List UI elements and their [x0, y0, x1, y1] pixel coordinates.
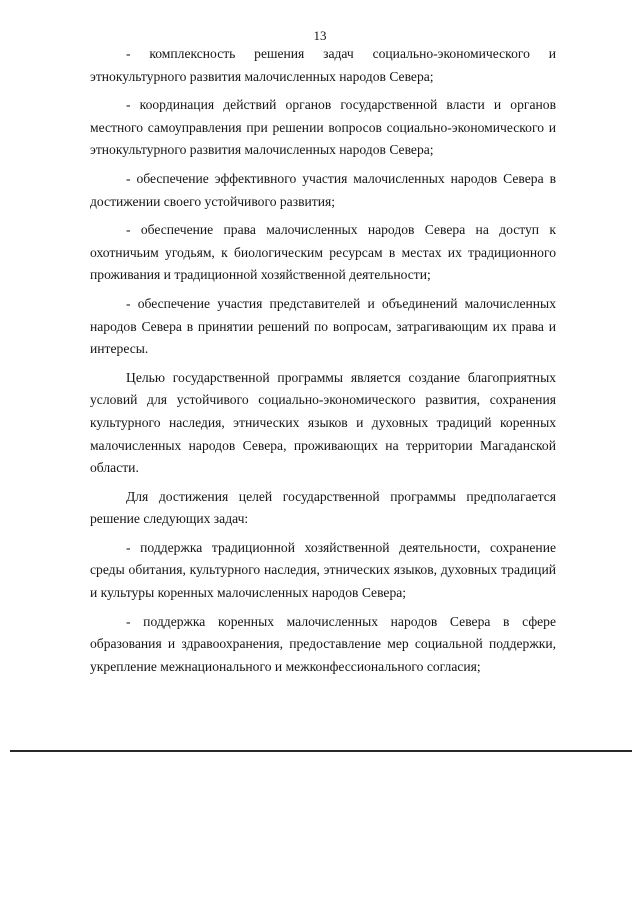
paragraph-task-traditional-activity: - поддержка традиционной хозяйственной деятельности, сохранение среды обитания, культурного наследия, этнических языков, духовных традиций и культуры коренных малочисленных народов Севера;	[90, 539, 556, 601]
paragraph-tasks-intro: Для достижения целей государственной программы предполагается решение следующих задач:	[90, 488, 556, 527]
paragraph-decision-making: - обеспечение участия представителей и объединений малочисленных народов Севера в принятии решений по вопросам, затрагивающим их права и интересы.	[90, 295, 556, 357]
paragraph-hunting-access: - обеспечение права малочисленных народов Севера на доступ к охотничьим угодьям, к биологическим ресурсам в местах их традиционного проживания и традиционной хозяйственной деятельности;	[90, 222, 556, 283]
paragraph-task-education-health: - поддержка коренных малочисленных народов Севера в сфере образования и здравоохранения, предоставление мер социальной поддержки, укрепление межнационального и межконфессионального согласия;	[90, 613, 556, 674]
document-body	[90, 43, 556, 684]
page-number: 13	[313, 28, 327, 43]
paragraph-participation: - обеспечение эффективного участия малочисленных народов Севера в достижении своего устойчивого развития;	[90, 170, 556, 209]
paragraph-coordination: - координация действий органов государственной власти и органов местного самоуправления при решении вопросов социально-экономического и этнокультурного развития малочисленных народов Севера;	[90, 97, 556, 158]
paragraph-complexity: - комплексность решения задач социально-экономического и этнокультурного развития малочисленных народов Севера;	[90, 46, 556, 84]
page-divider-line	[10, 750, 632, 752]
paragraph-program-goal: Целью государственной программы является создание благоприятных условий для устойчивого социально-экономического развития, сохранения культурного наследия, этнических языков и духовных традиций коренных малочисленных народов Севера, проживающих на территории Магаданской области.	[90, 369, 556, 476]
